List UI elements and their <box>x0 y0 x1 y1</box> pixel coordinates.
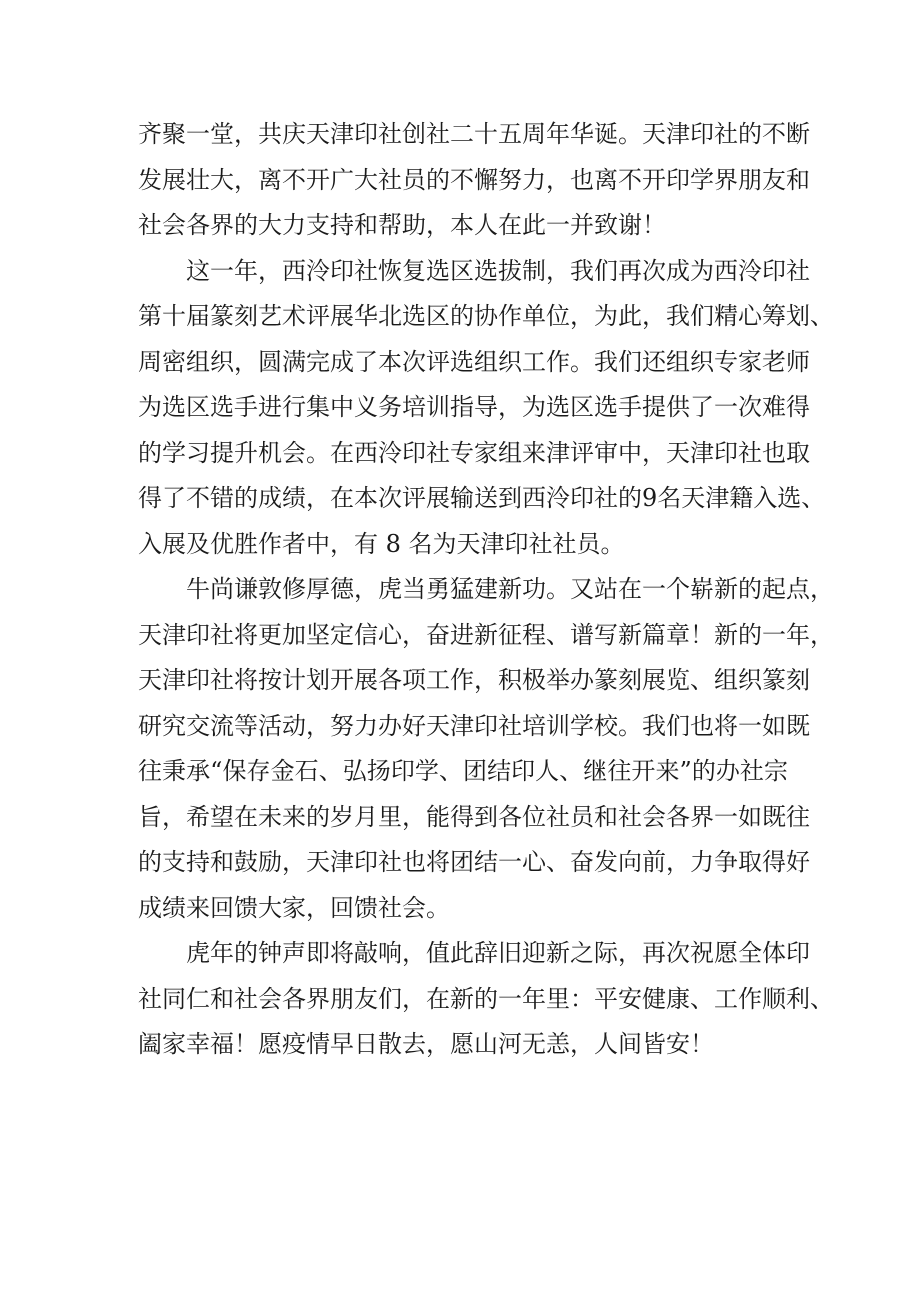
text-line: 的学习提升机会。在西泠印社专家组来津评审中，天津印社也取 <box>138 438 810 467</box>
text-line: 成绩来回馈大家，回馈社会。 <box>138 893 450 922</box>
body-text <box>138 112 834 1068</box>
text-line: 研究交流等活动，努力办好天津印社培训学校。我们也将一如既 <box>138 711 810 740</box>
text-line: 的支持和鼓励，天津印社也将团结一心、奋发向前，力争取得好 <box>138 848 810 876</box>
paragraph-3 <box>138 567 834 931</box>
text-line: 第十届篆刻艺术评展华北选区的协作单位，为此，我们精心筹划、 <box>138 302 834 330</box>
text-line: 得了不错的成绩，在本次评展输送到西泠印社的9名天津籍入选、 <box>138 484 826 512</box>
text-line: 天津印社将按计划开展各项工作，积极举办篆刻展览、组织篆刻 <box>138 666 810 694</box>
text-line: 周密组织，圆满完成了本次评选组织工作。我们还组织专家老师 <box>138 347 810 376</box>
text-line: 牛尚谦敦修厚德，虎当勇猛建新功。又站在一个崭新的起点， <box>186 575 834 603</box>
text-line: 阖家幸福！愿疫情早日散去，愿山河无恙，人间皆安！ <box>138 1030 714 1058</box>
paragraph-1 <box>138 112 810 249</box>
text-line: 往秉承“保存金石、弘扬印学、团结印人、继往开来”的办社宗 <box>138 757 788 785</box>
text-line: 入展及优胜作者中，有 8 名为天津印社社员。 <box>138 529 625 558</box>
text-line: 社同仁和社会各界朋友们，在新的一年里：平安健康、工作顺利、 <box>138 984 834 1013</box>
text-line: 虎年的钟声即将敲响，值此辞旧迎新之际，再次祝愿全体印 <box>186 939 810 967</box>
paragraph-4 <box>138 931 834 1068</box>
text-line: 发展壮大，离不开广大社员的不懈努力，也离不开印学界朋友和 <box>138 165 810 194</box>
text-line: 社会各界的大力支持和帮助，本人在此一并致谢！ <box>138 211 666 239</box>
text-line: 天津印社将更加坚定信心，奋进新征程、谱写新篇章！新的一年， <box>138 620 834 649</box>
text-line: 这一年，西泠印社恢复选区选拔制，我们再次成为西泠印社 <box>186 256 810 285</box>
text-line: 齐聚一堂，共庆天津印社创社二十五周年华诞。天津印社的不断 <box>138 120 810 148</box>
text-line: 为选区选手进行集中义务培训指导，为选区选手提供了一次难得 <box>138 393 810 421</box>
text-line: 旨，希望在未来的岁月里，能得到各位社员和社会各界一如既往 <box>138 802 810 831</box>
paragraph-2 <box>138 249 834 568</box>
